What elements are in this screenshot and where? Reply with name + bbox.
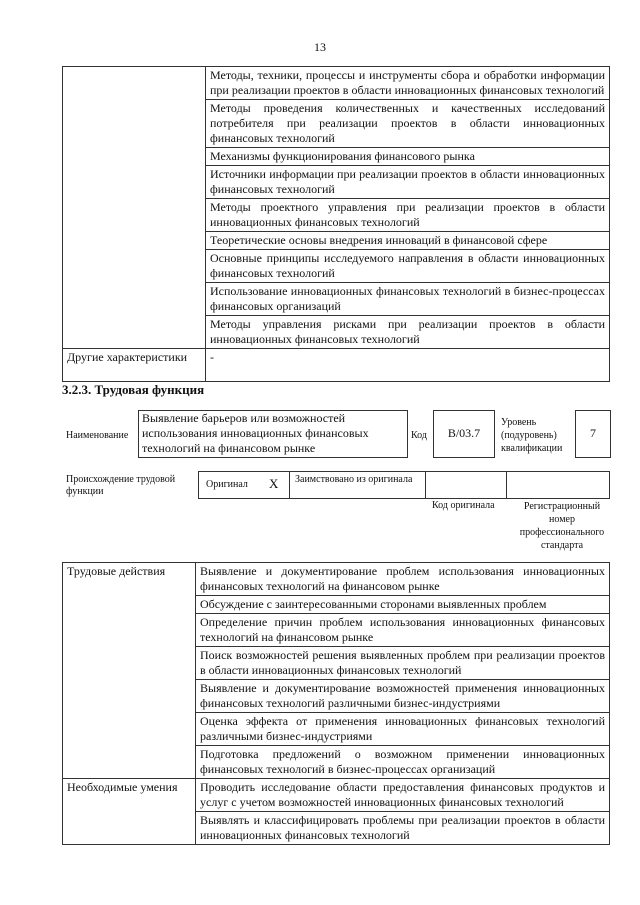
function-name-value: Выявление барьеров или возможностей использования инновационных финансовых технологий на финансовом рынке (142, 411, 369, 455)
empty-label-cell (63, 232, 206, 250)
empty-label-cell (63, 250, 206, 283)
table-row (63, 148, 610, 166)
knowledge-item: Методы проведения количественных и качественных исследований потребителя при реализации проектов в области инновационных финансовых технологий (206, 100, 610, 148)
skill-item: Проводить исследование области предоставления финансовых продуктов и услуг с учетом возможностей инновационных финансовых технологий (196, 779, 610, 812)
reg-number-label: Регистрационный номер профессионального стандарта (519, 501, 605, 551)
table-row (63, 563, 610, 596)
knowledge-item: Основные принципы исследуемого направления в области инновационных финансовых технологий (206, 250, 610, 283)
skill-item: Выявлять и классифицировать проблемы при реализации проектов в области инновационных финансовых технологий (196, 812, 610, 845)
knowledge-item: Использование инновационных финансовых технологий в бизнес-процессах финансовых организаций (206, 283, 610, 316)
other-characteristics-label: Другие характеристики (63, 349, 206, 382)
empty-label-cell (63, 166, 206, 199)
code-label: Код (411, 430, 427, 441)
table-row (63, 232, 610, 250)
action-item: Подготовка предложений о возможном применении инновационных финансовых технологий в бизнес-процессах организаций (196, 746, 610, 779)
empty-label-cell (63, 100, 206, 148)
table-row (63, 199, 610, 232)
function-name-box (138, 410, 408, 458)
action-item: Выявление и документирование возможностей применения инновационных финансовых технологий различными бизнес-индустриями (196, 680, 610, 713)
name-label: Наименование (66, 430, 129, 441)
empty-label-cell (63, 316, 206, 349)
original-box (198, 471, 290, 499)
borrowed-label: Заимствовано из оригинала (295, 474, 413, 485)
level-value: 7 (590, 426, 596, 440)
origin-label: Происхождение трудовой функции (66, 474, 176, 497)
reg-number-box (507, 471, 610, 499)
skills-label: Необходимые умения (63, 779, 196, 845)
knowledge-item: Теоретические основы внедрения инноваций в финансовой сфере (206, 232, 610, 250)
knowledge-item: Методы управления рисками при реализации проектов в области инновационных финансовых технологий (206, 316, 610, 349)
empty-label-cell (63, 148, 206, 166)
action-item: Поиск возможностей решения выявленных проблем при реализации проектов в области инновационных финансовых технологий (196, 647, 610, 680)
code-box (433, 410, 495, 458)
function-details-table (62, 562, 610, 845)
code-original-box (426, 471, 507, 499)
empty-label-cell (63, 283, 206, 316)
table-row (63, 283, 610, 316)
section-title: 3.2.3. Трудовая функция (62, 382, 205, 397)
code-value: B/03.7 (447, 426, 481, 440)
table-row (63, 779, 610, 812)
table-row (63, 316, 610, 349)
knowledge-item: Методы проектного управления при реализации проектов в области инновационных финансовых технологий (206, 199, 610, 232)
table-row (63, 250, 610, 283)
code-original-label: Код оригинала (432, 500, 495, 511)
action-item: Выявление и документирование проблем использования инновационных финансовых технологий на финансовом рынке (196, 563, 610, 596)
level-label: Уровень (подуровень) квалификации (501, 417, 563, 454)
empty-label-cell (63, 67, 206, 100)
knowledge-item: Механизмы функционирования финансового рынка (206, 148, 610, 166)
other-characteristics-value: - (206, 349, 610, 382)
action-item: Оценка эффекта от применения инновационных финансовых технологий различными бизнес-индустриями (196, 713, 610, 746)
knowledge-table (62, 66, 610, 382)
knowledge-item: Источники информации при реализации проектов в области инновационных финансовых технологий (206, 166, 610, 199)
original-label: Оригинал (206, 479, 248, 490)
original-mark: X (269, 476, 279, 491)
table-row (63, 100, 610, 148)
action-item: Обсуждение с заинтересованными сторонами выявленных проблем (196, 596, 610, 614)
table-row (63, 349, 610, 382)
knowledge-item: Методы, техники, процессы и инструменты сбора и обработки информации при реализации проектов в области инновационных финансовых технологий (206, 67, 610, 100)
level-box (575, 410, 611, 458)
table-row (63, 67, 610, 100)
action-item: Определение причин проблем использования инновационных финансовых технологий на финансовом рынке (196, 614, 610, 647)
empty-label-cell (63, 199, 206, 232)
page-number: 13 (314, 40, 326, 54)
actions-label: Трудовые действия (63, 563, 196, 779)
borrowed-box (289, 471, 426, 499)
table-row (63, 166, 610, 199)
